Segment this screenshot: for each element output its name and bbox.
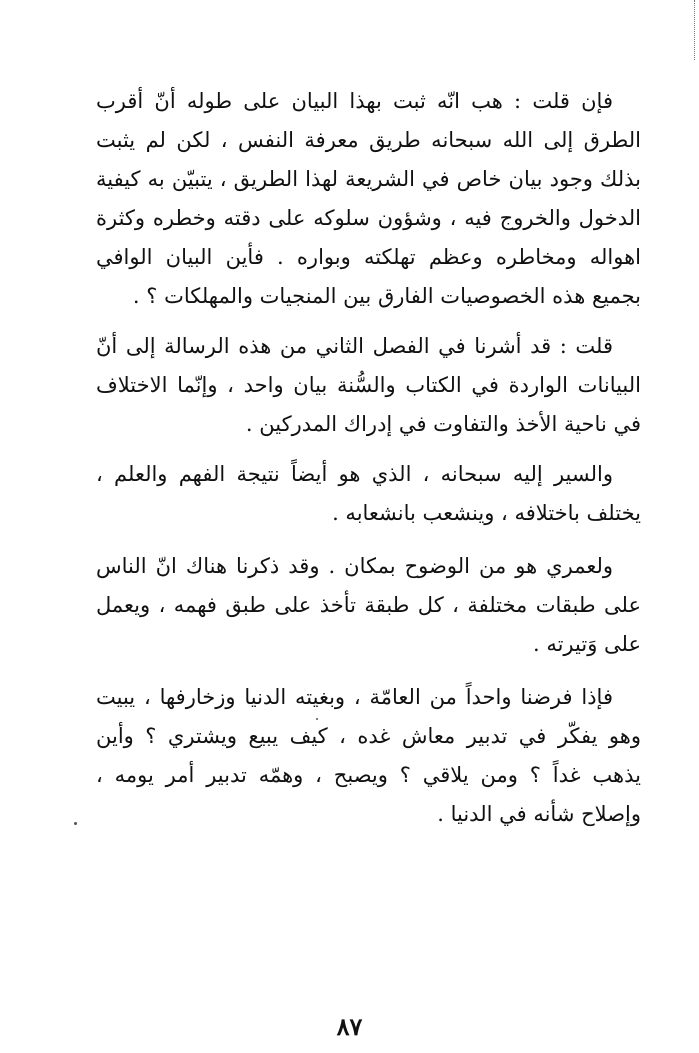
- paragraph-4: ولعمري هو من الوضوح بمكان . وقد ذكرنا هناك انّ الناس على طبقات مختلفة ، كل طبقة تأخذ على طبق فهمه ، ويعمل على وَتيرته .: [96, 554, 641, 656]
- page-number: ٨٧: [336, 1012, 363, 1041]
- body-text: [96, 82, 641, 834]
- paragraph-2: قلت : قد أشرنا في الفصل الثاني من هذه الرسالة إلى أنّ البيانات الواردة في الكتاب والسُّنة بيان واحد ، وإنّما الاختلاف في ناحية الأخذ والتفاوت في إدراك المدركين .: [96, 334, 641, 436]
- margin-dots: [692, 0, 695, 60]
- paragraph-5: فإذا فرضنا واحداً من العامّة ، وبغيته الدنيا وزخارفها ، يبيت وهو يفكّر في تدبير معاش غده ، كيف يبيع ويشتري ؟ وأين يذهب غداً ؟ ومن يلاقي ؟ ويصبح ، وهمّه تدبير أمر يومه ، وإصلاح شأنه في الدنيا .: [96, 685, 641, 826]
- stray-mark: [74, 822, 77, 825]
- paragraph-3: والسير إليه سبحانه ، الذي هو أيضاً نتيجة الفهم والعلم ، يختلف باختلافه ، وينشعب بانشعابه .: [96, 462, 641, 525]
- paragraph-1: فإن قلت : هب انّه ثبت بهذا البيان على طوله أنّ أقرب الطرق إلى الله سبحانه طريق معرفة النفس ، لكن لم يثبت بذلك وجود بيان خاص في الشريعة لهذا الطريق ، يتبيّن به كيفية الدخول والخروج فيه ، وشؤون سلوكه على دقته وخطره وكثرة اهواله ومخاطره وعظم تهلكته وبواره . فأين البيان الوافي بجميع هذه الخصوصيات الفارق بين المنجيات والمهلكات ؟ .: [96, 89, 641, 308]
